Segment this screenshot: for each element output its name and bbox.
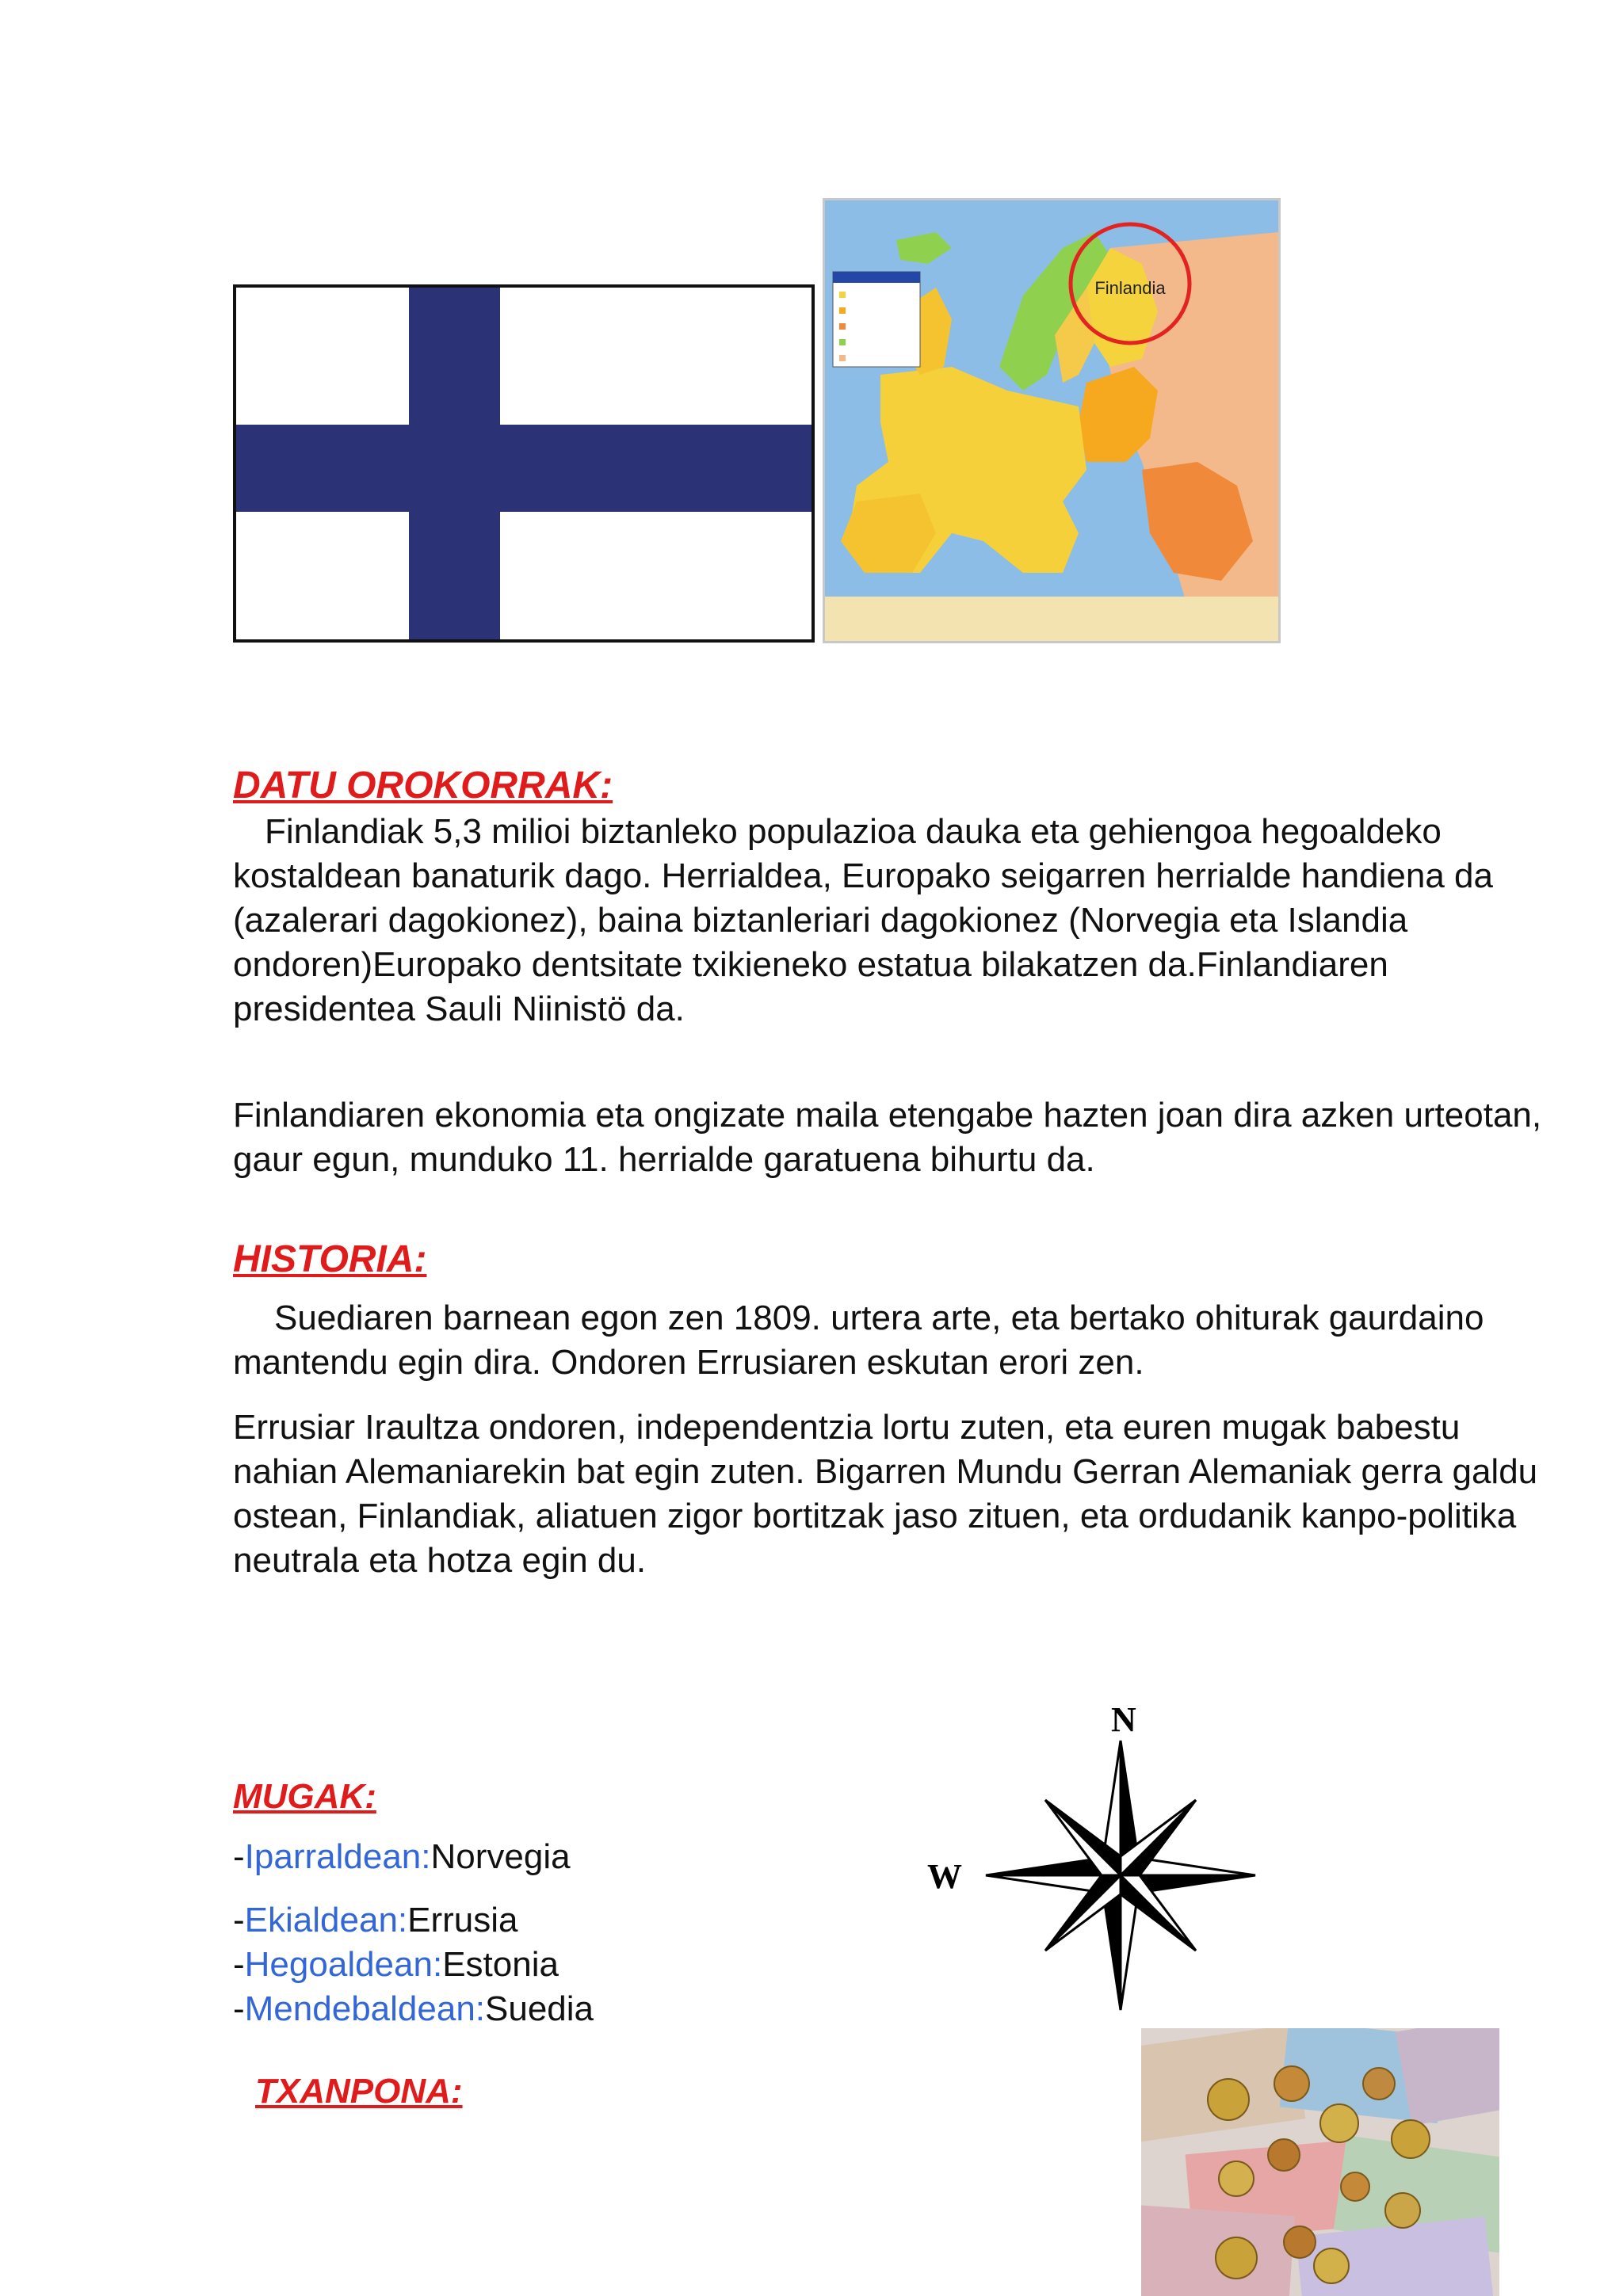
map-label: Finlandia bbox=[1094, 278, 1166, 298]
history-paragraph-1: Suediaren barnean egon zen 1809. urtera arte, eta bertako ohiturak gaurdaino mantendu egin dira. Ondoren Errusiaren eskutan erori zen. bbox=[233, 1299, 1484, 1382]
country-estonia: Estonia bbox=[442, 1945, 559, 1984]
flag-cross-vertical bbox=[409, 288, 500, 639]
direction-west: Mendebaldean: bbox=[244, 1989, 486, 2028]
border-item-west: -Mendebaldean:Suedia bbox=[233, 1989, 594, 2028]
borders-list bbox=[233, 1835, 594, 2031]
border-item-east: -Ekialdean:Errusia bbox=[233, 1901, 518, 1939]
general-paragraph-1: Finlandiak 5,3 milioi biztanleko populazioa dauka eta gehiengoa hegoaldeko kostaldean banaturik dago. Herrialdea, Europako seigarren herrialde handiena da (azalerari dagokionez), baina biztanleriari dagokionez (Norvegia eta Islandia ondoren)Europako dentsitate txikieneko estatua bilakatzen da.Finlandiaren presidentea Sauli Niinistö da. bbox=[233, 812, 1493, 1028]
compass-west-label: W bbox=[927, 1857, 962, 1896]
direction-north: Iparraldean: bbox=[244, 1837, 431, 1876]
section-title-history: HISTORIA: bbox=[233, 1238, 427, 1280]
country-russia: Errusia bbox=[407, 1901, 518, 1939]
euro-money-image bbox=[1141, 2028, 1499, 2296]
compass-north-label: N bbox=[1111, 1700, 1136, 1739]
compass-rose-image bbox=[927, 1699, 1284, 2016]
border-item-north: -Iparraldean:Norvegia bbox=[233, 1837, 571, 1876]
europe-map-graphic bbox=[825, 200, 1278, 641]
border-item-south: -Hegoaldean:Estonia bbox=[233, 1945, 559, 1984]
section-title-borders: MUGAK: bbox=[233, 1777, 376, 1816]
history-paragraph-2: Errusiar Iraultza ondoren, independentzia lortu zuten, eta euren mugak babestu nahian Alemaniarekin bat egin zuten. Bigarren Mundu Gerran Alemaniak gerra galdu ostean, Finlandiak, aliatuen zigor bortitzak jaso zituen, eta ordudanik kanpo-politika neutrala eta hotza egin du. bbox=[233, 1408, 1538, 1580]
direction-south: Hegoaldean: bbox=[244, 1945, 443, 1984]
country-norway: Norvegia bbox=[430, 1837, 571, 1876]
country-sweden: Suedia bbox=[485, 1989, 594, 2028]
europe-map-image bbox=[823, 198, 1281, 643]
flag-cross-horizontal bbox=[236, 425, 812, 512]
section-title-general: DATU OROKORRAK: bbox=[233, 765, 613, 807]
direction-east: Ekialdean: bbox=[244, 1901, 408, 1939]
finland-flag-image bbox=[233, 284, 815, 643]
general-paragraph-2: Finlandiaren ekonomia eta ongizate maila etengabe hazten joan dira azken urteotan, gaur egun, munduko 11. herrialde garatuena bihurtu da. bbox=[233, 1096, 1542, 1179]
section-title-currency: TXANPONA: bbox=[255, 2072, 463, 2111]
